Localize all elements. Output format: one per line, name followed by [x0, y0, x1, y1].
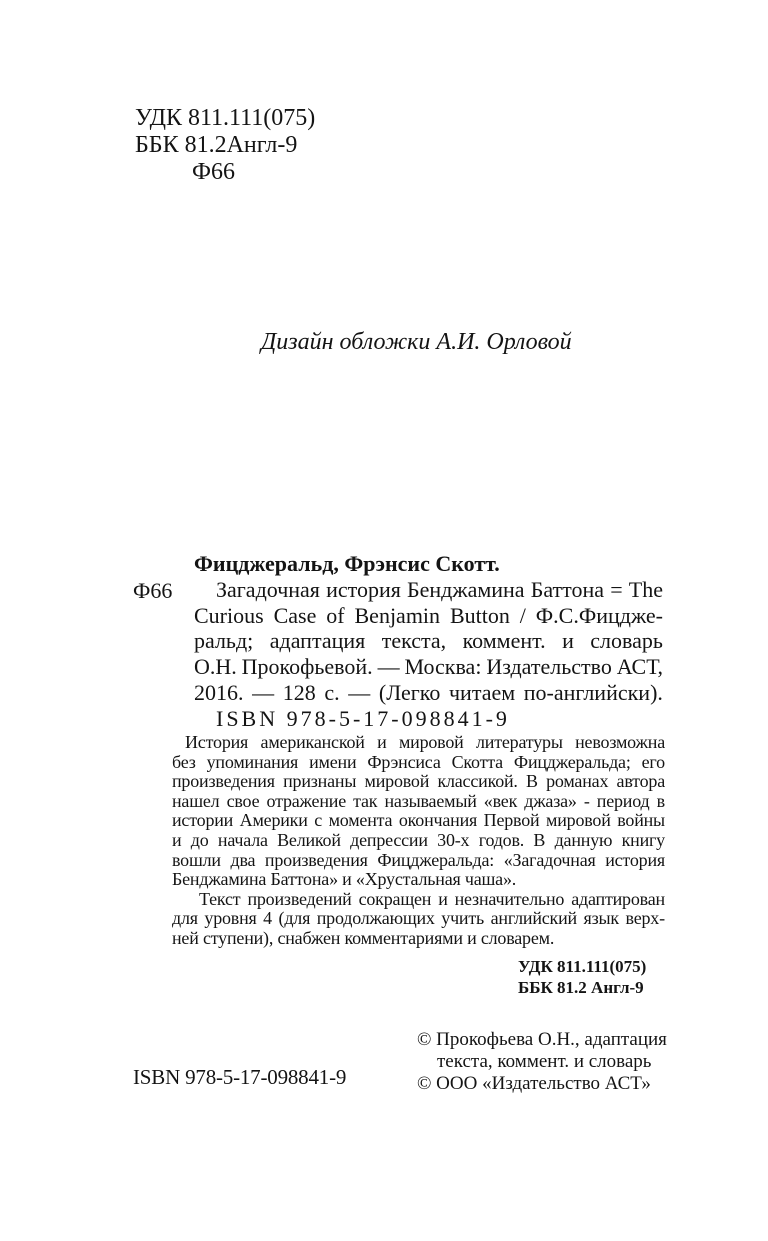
bbk-code: ББК 81.2Англ-9 [135, 132, 298, 158]
annotation-block [172, 733, 665, 949]
copyright-line: © ООО «Издательство АСТ» [417, 1073, 651, 1094]
annotation-paragraph-2 [172, 890, 665, 949]
annotation-line: История американской и мировой литературы невозможна [185, 732, 665, 752]
margin-author-sign: Ф66 [133, 578, 173, 603]
annotation-line: Текст произведений сокращен и незначительно адаптирован [199, 888, 665, 909]
bottom-classification-codes [518, 956, 646, 998]
bbk-code-bottom: ББК 81.2 Англ-9 [518, 978, 644, 997]
bib-line: О.Н. Прокофьевой. — Москва: Издательство АСТ, [194, 654, 663, 680]
annotation-line: ней ступени), снабжен комментариями и словарем. [172, 927, 555, 948]
annotation-line: произведения признаны мировой классикой. В романах автора [172, 771, 665, 792]
author-sign: Ф66 [192, 159, 235, 185]
udk-code: УДК 811.111(075) [135, 105, 316, 131]
cover-designer-credit: Дизайн обложки А.И. Орловой [261, 329, 572, 355]
udk-code-bottom: УДК 811.111(075) [518, 957, 647, 976]
bib-line: 2016. — 128 с. — (Легко читаем по-английски). [194, 679, 663, 705]
annotation-line: и до начала Великой депрессии 30-х годов. В данную книгу [172, 829, 665, 850]
annotation-line: без упоминания имени Фрэнсиса Скотта Фицджеральда; его [172, 751, 665, 772]
copyright-line: © Прокофьева О.Н., адаптация [417, 1029, 667, 1050]
bibliographic-record [133, 551, 663, 732]
isbn-in-record: ISBN 978-5-17-098841-9 [216, 705, 510, 731]
annotation-line: нашел свое отражение так называемый «век джаза» - период в [172, 790, 665, 811]
copyright-block [417, 1029, 667, 1095]
annotation-line: истории Америки с момента окончания Первой мировой войны [172, 810, 665, 831]
annotation-paragraph-1 [172, 733, 665, 890]
bib-line: Curious Case of Benjamin Button / Ф.С.Фицдже- [194, 602, 663, 628]
annotation-line: для уровня 4 (для продолжающих учить английский язык верх- [172, 908, 665, 929]
author-heading: Фицджеральд, Фрэнсис Скотт. [194, 551, 500, 576]
bib-line: Загадочная история Бенджамина Баттона = The [216, 576, 663, 602]
annotation-line: вошли два произведения Фицджеральда: «Загадочная история [172, 849, 665, 870]
copyright-line: текста, коммент. и словарь [437, 1051, 652, 1072]
annotation-line: Бенджамина Баттона» и «Хрустальная чаша». [172, 869, 517, 890]
isbn-bottom: ISBN 978-5-17-098841-9 [133, 1065, 347, 1089]
top-classification-codes [135, 105, 315, 186]
bib-line: ральд; адаптация текста, коммент. и словарь [194, 628, 663, 654]
